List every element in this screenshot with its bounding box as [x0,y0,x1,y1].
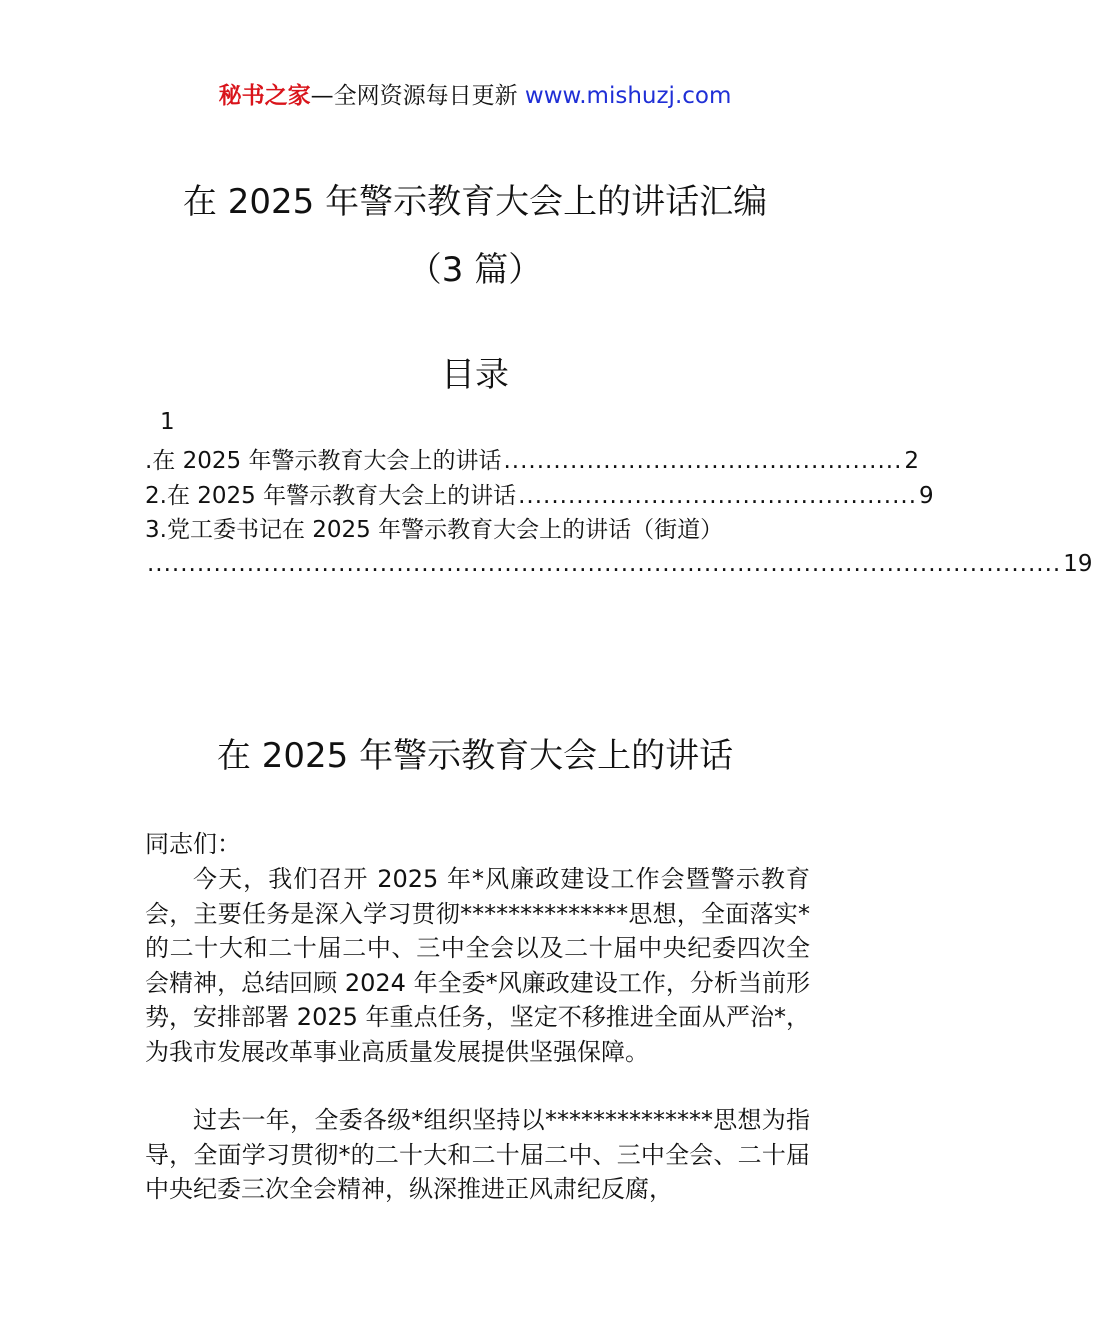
toc-entry-text: .在 2025 年警示教育大会上的讲话 [145,448,502,474]
document-subtitle: （3 篇） [407,250,543,290]
header-tagline: —全网资源每日更新 [310,83,525,109]
toc-entry[interactable] [145,479,934,513]
toc-leader-dots: ................................................ [518,483,918,509]
toc-entry-continuation[interactable] [145,547,1093,581]
site-header [0,80,950,112]
document-title: 在 2025 年警示教育大会上的讲话汇编 [182,182,768,222]
brand-name: 秘书之家 [218,83,311,109]
toc-lead-number: 1 [160,409,175,435]
toc-leader-dots: ................................................ [503,448,903,474]
toc-page-number: 2 [904,448,920,474]
salutation: 同志们： [145,830,241,858]
toc-entry-text: 3.党工委书记在 2025 年警示教育大会上的讲话（街道） [145,517,724,543]
toc-page-number: 19 [1063,551,1093,577]
body-paragraph: 今天，我们召开 2025 年*风廉政建设工作会暨警示教育会，主要任务是深入学习贯彻**************思想，全面落实*的二十大和二十届二中、三中全会以及二十届中央纪委四次全会精神，总结回顾 2024 年全委*风廉政建设工作，分析当前形势，安排部署 2025 年重点任务，坚定不移推进全面从严治*，为我市发展改革事业高质量发展提供坚强保障。 [145,865,810,1066]
site-link[interactable]: www.mishuzj.com [524,83,732,109]
toc-leader-dots: .............................................................................................................. [147,551,1062,577]
toc-entry[interactable] [145,444,920,478]
toc-heading: 目录 [441,355,509,395]
toc-entry-text: 2.在 2025 年警示教育大会上的讲话 [145,483,517,509]
toc-entry[interactable] [145,513,807,547]
toc-page-number: 9 [919,483,934,509]
section-title: 在 2025 年警示教育大会上的讲话 [216,736,734,776]
body-paragraph: 过去一年，全委各级*组织坚持以**************思想为指导，全面学习贯彻*的二十大和二十届二中、三中全会、二十届中央纪委三次全会精神，纵深推进正风肃纪反腐， [145,1106,810,1203]
